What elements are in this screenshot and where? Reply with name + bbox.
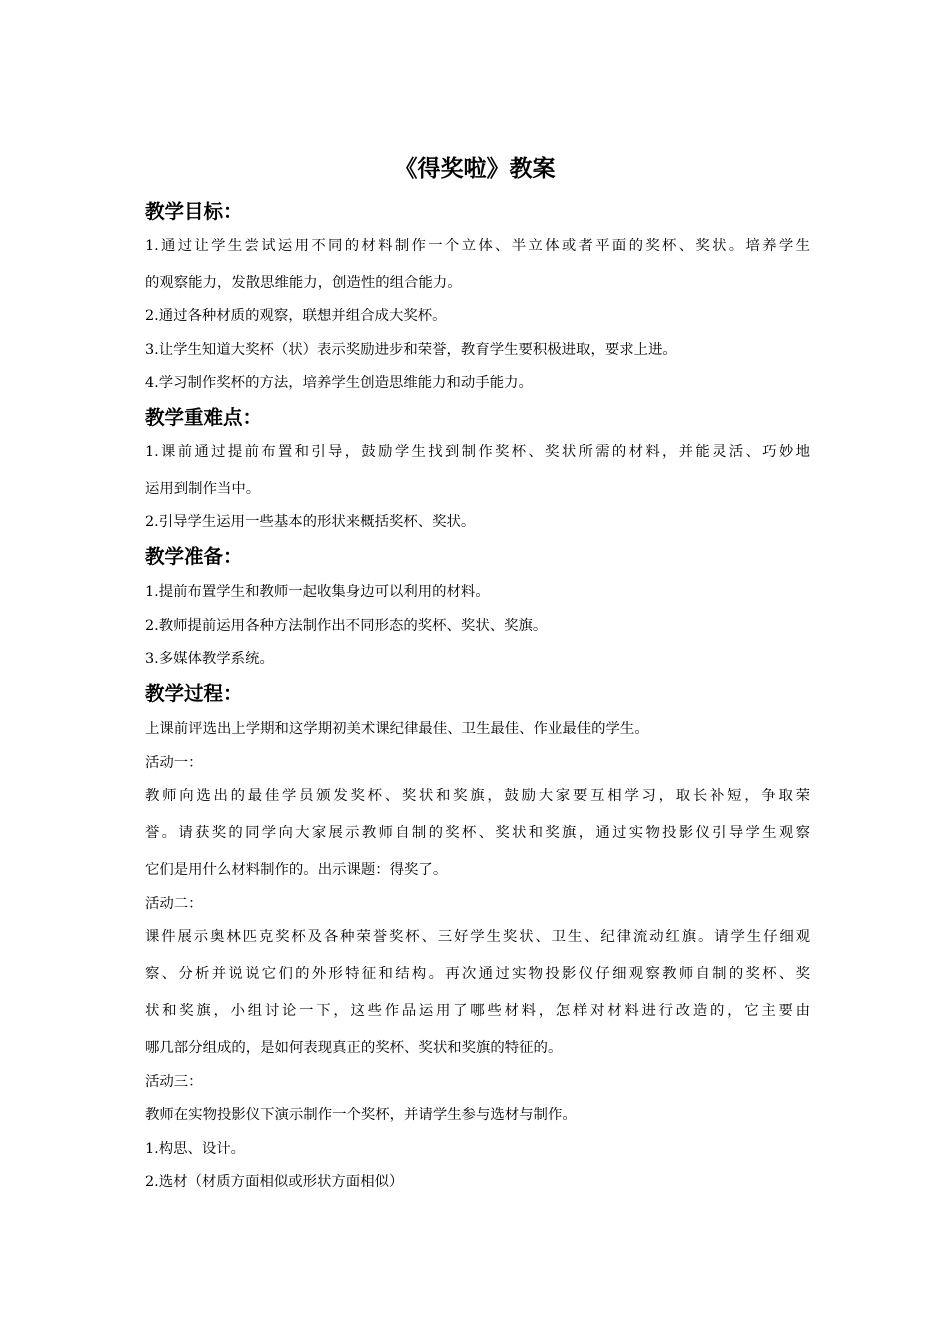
- activity-3-label: 活动三：: [145, 1074, 203, 1090]
- goals-item-4: 4.学习制作奖杯的方法，培养学生创造思维能力和动手能力。: [145, 375, 533, 391]
- activity-3-step-1: 1.构思、设计。: [145, 1141, 246, 1157]
- key-points-item-1-line-1: 1.课前通过提前布置和引导，鼓励学生找到制作奖杯、奖状所需的材料，并能灵活、巧妙地: [145, 444, 810, 460]
- goals-item-1-line-2: 的观察能力，发散思维能力，创造性的组合能力。: [145, 275, 462, 291]
- goals-item-3: 3.让学生知道大奖杯（状）表示奖励进步和荣誉，教育学生要积极进取，要求上进。: [145, 342, 677, 358]
- preparation-item-1: 1.提前布置学生和教师一起收集身边可以利用的材料。: [145, 584, 490, 600]
- activity-2-line-1: 课件展示奥林匹克奖杯及各种荣誉奖杯、三好学生奖状、卫生、纪律流动红旗。请学生仔细观: [145, 929, 810, 945]
- activity-2-label: 活动二：: [145, 896, 203, 912]
- key-points-item-1-line-2: 运用到制作当中。: [145, 481, 261, 497]
- activity-2-line-2: 察、分析并说说它们的外形特征和结构。再次通过实物投影仪仔细观察教师自制的奖杯、奖: [145, 966, 810, 982]
- goals-item-1-line-1: 1.通过让学生尝试运用不同的材料制作一个立体、半立体或者平面的奖杯、奖状。培养学生: [145, 238, 810, 254]
- activity-1-label: 活动一：: [145, 755, 203, 771]
- activity-2-line-3: 状和奖旗，小组讨论一下，这些作品运用了哪些材料，怎样对材料进行改造的，它主要由: [145, 1003, 810, 1019]
- process-heading: 教学过程：: [145, 682, 243, 705]
- activity-2-line-4: 哪几部分组成的，是如何表现真正的奖杯、奖状和奖旗的特征的。: [145, 1040, 563, 1056]
- goals-heading: 教学目标：: [145, 200, 243, 223]
- goals-item-2: 2.通过各种材质的观察，联想并组合成大奖杯。: [145, 308, 447, 324]
- activity-1-line-1: 教师向选出的最佳学员颁发奖杯、奖状和奖旗，鼓励大家要互相学习，取长补短，争取荣: [145, 788, 810, 804]
- activity-1-line-2: 誉。请获奖的同学向大家展示教师自制的奖杯、奖状和奖旗，通过实物投影仪引导学生观察: [145, 825, 810, 841]
- activity-3-step-2: 2.选材（材质方面相似或形状方面相似）: [145, 1174, 404, 1190]
- key-points-item-2: 2.引导学生运用一些基本的形状来概括奖杯、奖状。: [145, 514, 476, 530]
- preparation-heading: 教学准备：: [145, 545, 243, 568]
- process-intro: 上课前评选出上学期和这学期初美术课纪律最佳、卫生最佳、作业最佳的学生。: [145, 721, 649, 737]
- preparation-item-3: 3.多媒体教学系统。: [145, 651, 274, 667]
- key-points-heading: 教学重难点：: [145, 406, 263, 429]
- document-title: 《得奖啦》教案: [394, 156, 556, 182]
- activity-3-line-1: 教师在实物投影仪下演示制作一个奖杯，并请学生参与选材与制作。: [145, 1107, 577, 1123]
- activity-1-line-3: 它们是用什么材料制作的。出示课题：得奖了。: [145, 862, 448, 878]
- preparation-item-2: 2.教师提前运用各种方法制作出不同形态的奖杯、奖状、奖旗。: [145, 618, 548, 634]
